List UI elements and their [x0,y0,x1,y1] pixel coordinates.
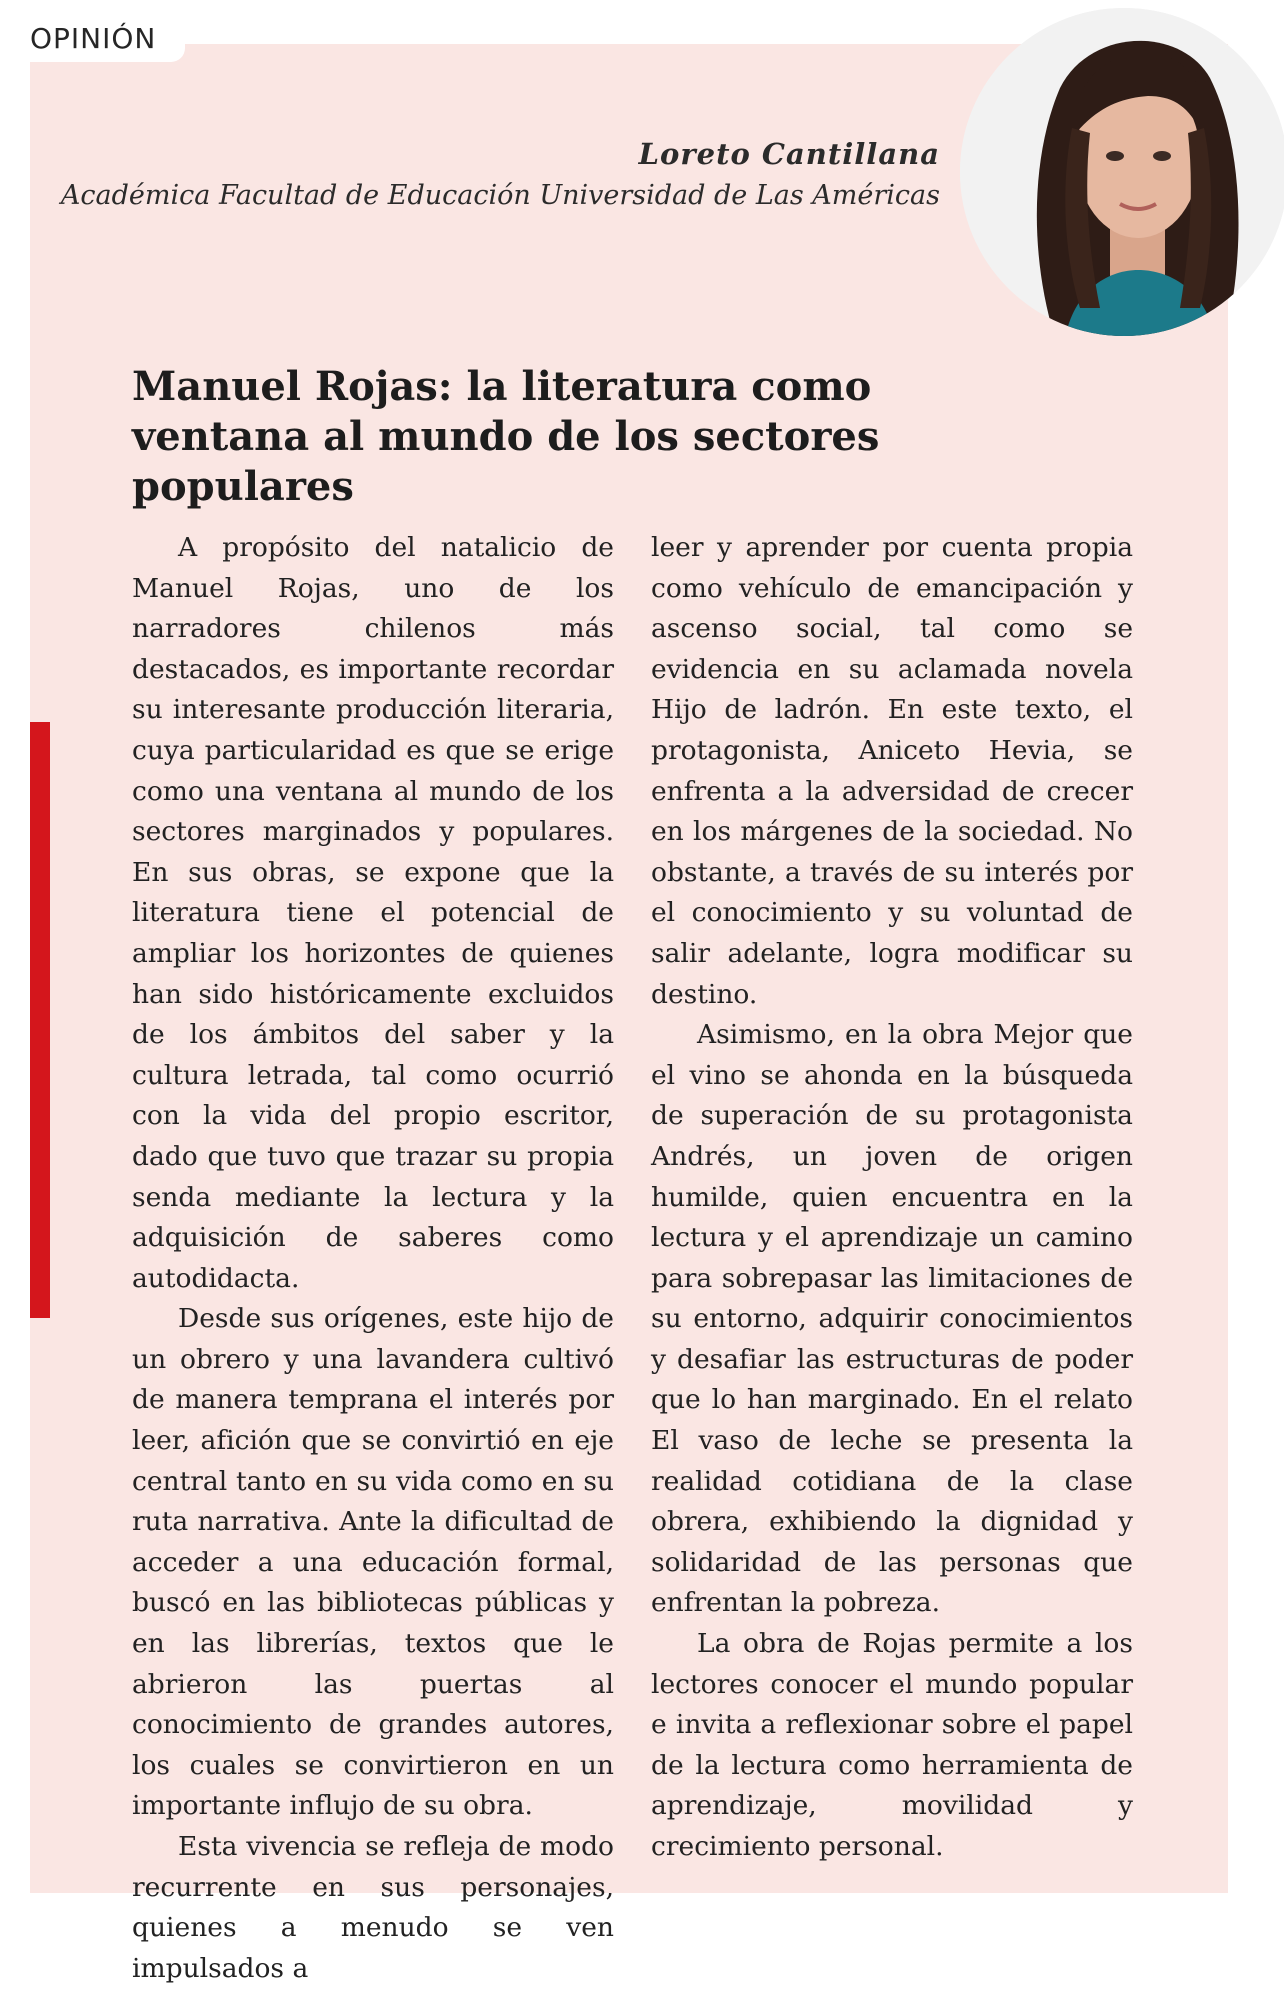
paragraph: La obra de Rojas permite a los lectores conocer el mundo popular e invita a reflexionar sobre el papel de la lectura como herramienta de aprendizaje, movilidad y crecimiento personal. [651,1628,1133,1862]
author-role: Académica Facultad de Educación Universidad de Las Américas [60,179,940,211]
author-name: Loreto Cantillana [638,137,940,171]
paragraph-continuation: leer y aprender por cuenta propia como vehículo de emancipación y ascenso social, tal como se evidencia en su aclamada novela Hijo de ladrón. En este texto, el protagonista, Aniceto Hevia, se enfrenta a la adversidad de crecer en los márgenes de la sociedad. No obstante, a través de su interés por el conocimiento y su voluntad de salir adelante, logra modificar su destino. [651,532,1133,1010]
byline [61,136,940,213]
section-label: OPINIÓN [30,22,157,55]
article-body [132,528,1133,1989]
paragraph: Asimismo, en la obra Mejor que el vino se ahonda en la búsqueda de superación de su protagonista Andrés, un joven de origen humilde, quien encuentra en la lectura y el aprendizaje un camino para sobrepasar las limitaciones de su entorno, adquirir conocimientos y desafiar las estructuras de poder que lo han marginado. En el relato El vaso de leche se presenta la realidad cotidiana de la clase obrera, exhibiendo la dignidad y solidaridad de las personas que enfrentan la pobreza. [651,1019,1133,1619]
headline: Manuel Rojas: la literatura como ventana al mundo de los sectores populares [132,363,880,510]
column-right [651,528,1133,1989]
paragraph: Desde sus orígenes, este hijo de un obrero y una lavandera cultivó de manera temprana el interés por leer, afición que se convirtió en eje central tanto en su vida como en su ruta narrativa. Ante la dificultad de acceder a una educación formal, buscó en las bibliotecas públicas y en las librerías, textos que le abrieron las puertas al conocimiento de grandes autores, los cuales se convirtieron en un importante influjo de su obra. [132,1303,614,1822]
author-avatar [960,8,1284,336]
paragraph: A propósito del natalicio de Manuel Rojas, uno de los narradores chilenos más destacados, es importante recordar su interesante producción literaria, cuya particularidad es que se erige como una ventana al mundo de los sectores marginados y populares. En sus obras, se expone que la literatura tiene el potencial de ampliar los horizontes de quienes han sido históricamente excluidos de los ámbitos del saber y la cultura letrada, tal como ocurrió con la vida del propio escritor, dado que tuvo que trazar su propia senda mediante la lectura y la adquisición de saberes como autodidacta. [132,532,614,1294]
accent-bar [30,722,50,1318]
column-left [132,528,614,1989]
author-portrait-icon [960,8,1284,336]
paragraph: Esta vivencia se refleja de modo recurrente en sus personajes, quienes a menudo se ven impulsados a [132,1831,614,1984]
